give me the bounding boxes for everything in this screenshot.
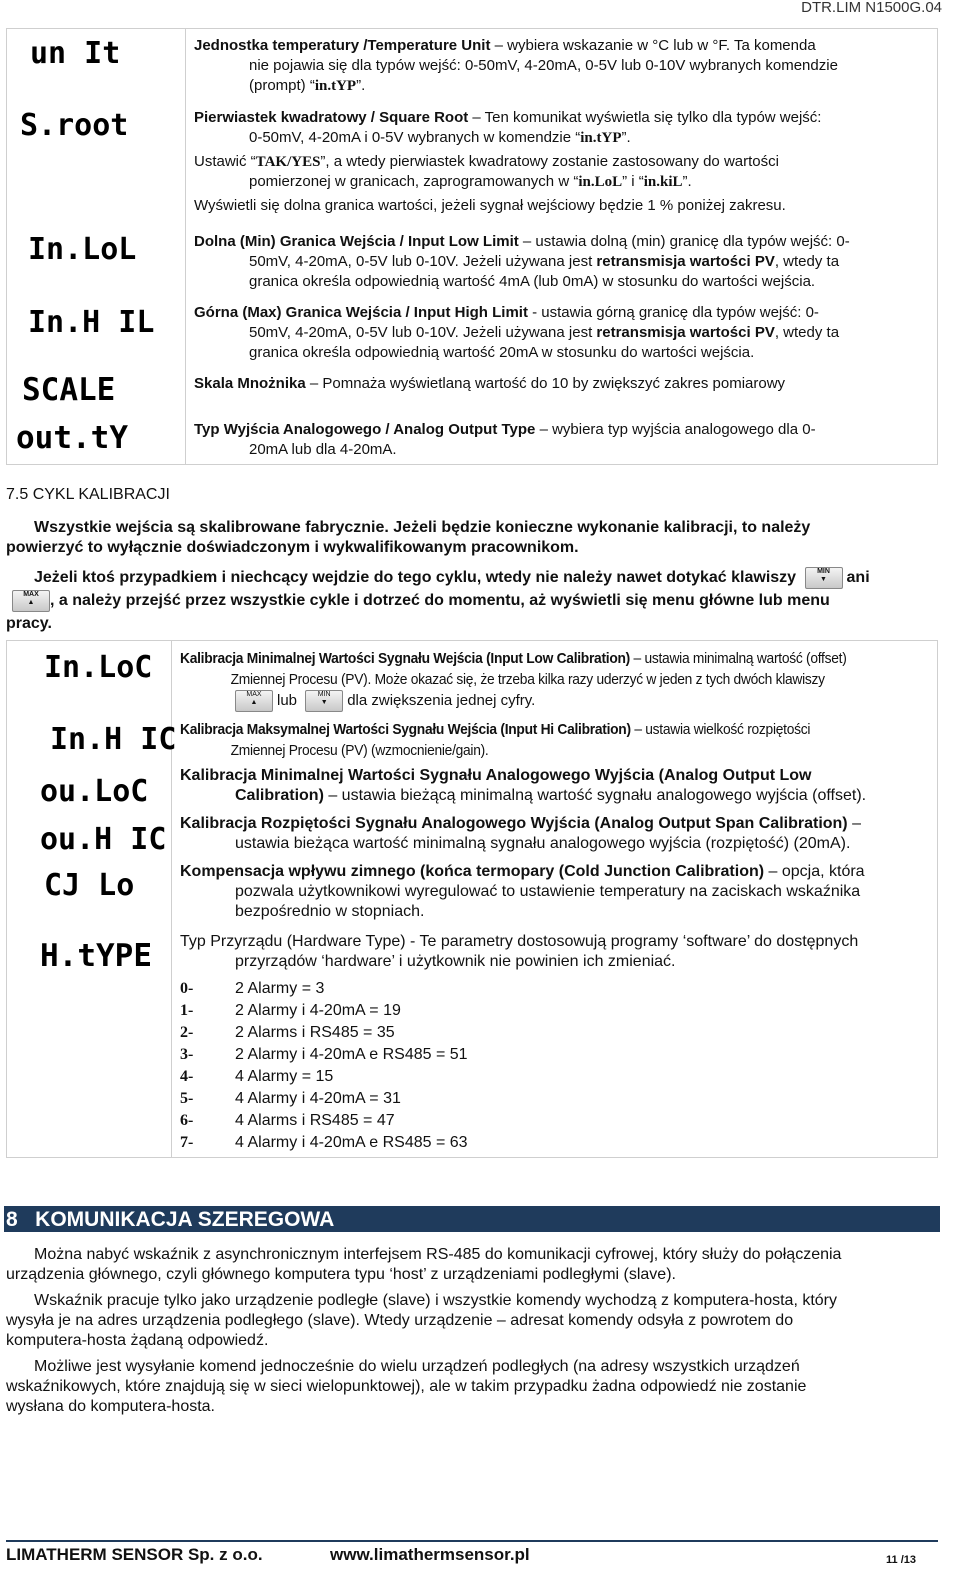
cjlo-title: Kompensacja wpływu zimnego (końca termopary (Cold Junction Calibration) bbox=[180, 863, 765, 880]
ouhic-dash: – bbox=[847, 815, 861, 832]
inlol-text-2c: , wtedy ta bbox=[774, 253, 840, 270]
sroot-text-1: – Ten komunikat wyświetla się tylko dla typów wejść: bbox=[468, 109, 822, 126]
min-key-label: MIN bbox=[817, 567, 830, 575]
unit-title: Jednostka temperatury /Temperature Unit bbox=[194, 37, 491, 54]
sec8-p2b: wysyła je na adres urządzenia podległego (slave). Wtedy urządzenie – adresat komendy odsyła z powrotem do bbox=[6, 1312, 794, 1329]
unit-text-2: nie pojawia się dla typów wejść: 0-50mV, 4-20mA, 0-5V lub 0-10V wybranych komendzie bbox=[249, 57, 838, 74]
lcd-htype-text: H.tYPE bbox=[40, 938, 152, 974]
lcd-inloc bbox=[44, 650, 153, 685]
list-item-number: 7- bbox=[180, 1134, 194, 1151]
sec8-paragraph-1 bbox=[6, 1245, 936, 1285]
inhic-title: Kalibracja Maksymalnej Wartości Sygnału Wejścia (Input Hi Calibration) bbox=[180, 721, 631, 738]
calib-p2a: Jeżeli ktoś przypadkiem i niechcący wejdzie do tego cyklu, wtedy nie należy nawet dotykać klawiszy bbox=[34, 569, 797, 586]
sroot-code-4: in.kiL bbox=[643, 174, 683, 190]
outty-text-2: 20mA lub dla 4-20mA. bbox=[249, 441, 397, 458]
lcd-unit bbox=[30, 36, 121, 71]
footer-rule bbox=[6, 1540, 938, 1542]
sec8-p1b: urządzenia głównego, czyli głównego komputera typu ‘host’ z urządzeniami podległymi (slave). bbox=[6, 1266, 676, 1283]
list-item bbox=[180, 1000, 468, 1022]
lcd-outty-text: out.tY bbox=[16, 420, 128, 456]
sroot-text-2: 0-50mV, 4-20mA i 0-5V wybranych w komendzie “ bbox=[249, 129, 581, 146]
inhil-text-1: - ustawia górną granicę dla typów wejść: 0- bbox=[527, 304, 819, 321]
section-7-5-title: 7.5 CYKL KALIBRACJI bbox=[6, 486, 170, 503]
sroot-code-2: TAK/YES bbox=[255, 154, 321, 170]
lcd-scale-text: SCALE bbox=[22, 372, 116, 408]
sroot-code-3: in.LoL bbox=[578, 174, 623, 190]
list-item-text: 2 Alarmy i 4-20mA = 19 bbox=[235, 1002, 401, 1019]
unit-text-3b: ”. bbox=[356, 77, 366, 94]
list-item-text: 4 Alarmy = 15 bbox=[235, 1068, 334, 1085]
lcd-cjlo bbox=[44, 868, 154, 903]
list-item-number: 1- bbox=[180, 1002, 194, 1019]
calib-p2ani: ani bbox=[846, 569, 870, 586]
outty-title: Typ Wyjścia Analogowego / Analog Output Type bbox=[194, 421, 536, 438]
ouloc-title-2: Calibration) bbox=[235, 787, 324, 804]
unit-code: in.tYP bbox=[314, 78, 357, 94]
lcd-sroot-text: S.root bbox=[20, 108, 129, 143]
footer-url[interactable]: www.limathermsensor.pl bbox=[330, 1545, 530, 1564]
list-item-text: 2 Alarms i RS485 = 35 bbox=[235, 1024, 395, 1041]
section-8-heading bbox=[4, 1206, 940, 1232]
footer-company: LIMATHERM SENSOR Sp. z o.o. bbox=[6, 1545, 263, 1564]
sroot-text-4m: ” i “ bbox=[622, 173, 644, 190]
lcd-ouloc-text: ou.LoC bbox=[40, 774, 149, 809]
inlol-text-3: granica określa odpowiednią wartość 4mA (lub 0mA) w stosunku do wartości wejścia. bbox=[249, 273, 816, 290]
outty-description bbox=[194, 420, 940, 460]
cjlo-text-3: bezpośrednio w stopniach. bbox=[235, 903, 425, 920]
page-total: /13 bbox=[900, 1554, 916, 1566]
ouhic-title: Kalibracja Rozpiętości Sygnału Analogowego Wyjścia (Analog Output Span Calibration) bbox=[180, 815, 848, 832]
inhil-text-2c: , wtedy ta bbox=[774, 324, 840, 341]
list-item-text: 2 Alarmy = 3 bbox=[235, 980, 325, 997]
min-key-icon-2: MIN ▼ bbox=[305, 690, 343, 712]
unit-description bbox=[194, 36, 940, 96]
sroot-title: Pierwiastek kwadratowy / Square Root bbox=[194, 109, 469, 126]
inlol-description bbox=[194, 232, 940, 292]
sec8-p3b: wskaźnikowych, które znajdują się w sieci wielopunktowej), ale w takim przypadku żadna odpowiedź nie zostanie bbox=[6, 1378, 807, 1395]
sec8-p2a: Wskaźnik pracuje tylko jako urządzenie podległe (slave) i wszystkie komendy wychodzą z komputera-hosta, który bbox=[34, 1292, 838, 1309]
sec8-paragraph-2 bbox=[6, 1291, 936, 1351]
list-item-number: 6- bbox=[180, 1112, 194, 1129]
lcd-htype bbox=[40, 938, 150, 972]
inhil-description bbox=[194, 303, 940, 363]
lcd-outty bbox=[16, 420, 126, 454]
inhic-text-1: – ustawia wielkość rozpiętości bbox=[630, 721, 811, 738]
sroot-description bbox=[194, 108, 940, 216]
inhil-text-3: granica określa odpowiednią wartość 20mA w stosunku do wartości wejścia. bbox=[249, 344, 755, 361]
lcd-inhil bbox=[28, 305, 155, 340]
sec8-paragraph-3 bbox=[6, 1357, 936, 1417]
lcd-ouhic bbox=[40, 822, 167, 857]
sroot-text-4b: ”. bbox=[682, 173, 692, 190]
inloc-text-3: dla zwiększenia jednej cyfry. bbox=[347, 692, 536, 709]
unit-text-1: – wybiera wskazanie w °C lub w °F. Ta komenda bbox=[490, 37, 816, 54]
ouloc-description bbox=[180, 766, 926, 806]
lcd-cjlo-text: CJ Lo bbox=[44, 868, 135, 903]
cjlo-text-2: pozwala użytkownikowi wyregulować to ustawienie temperatury na zaciskach wskaźnika bbox=[235, 883, 861, 900]
list-item-text: 4 Alarmy i 4-20mA = 31 bbox=[235, 1090, 401, 1107]
lcd-inhic-text: In.H IC bbox=[50, 722, 177, 757]
sec8-p1a: Można nabyć wskaźnik z asynchronicznym interfejsem RS-485 do komunikacji cyfrowej, który służy do połączenia bbox=[34, 1246, 842, 1263]
sroot-text-4: pomierzonej w granicach, zaprogramowanych w “ bbox=[249, 173, 579, 190]
lcd-inhic bbox=[50, 722, 177, 757]
sroot-text-3: Ustawić “ bbox=[194, 153, 256, 170]
htype-text-2: przyrządów ‘hardware’ i użytkownik nie powinien ich zmieniać. bbox=[235, 953, 676, 970]
max-key-label: MAX bbox=[23, 590, 39, 598]
cjlo-description bbox=[180, 862, 926, 922]
max-key-icon: MAX ▲ bbox=[12, 590, 50, 612]
calib-p1b: powierzyć to wyłącznie doświadczonym i wykwalifikowanym pracownikom. bbox=[6, 539, 579, 556]
lcd-inlol-text: In.LoL bbox=[28, 232, 137, 267]
sroot-text-3b: ”, a wtedy pierwiastek kwadratowy zostanie zastosowany do wartości bbox=[320, 153, 779, 170]
max-key-icon-2: MAX ▲ bbox=[235, 690, 273, 712]
scale-description bbox=[194, 374, 940, 394]
inhil-title: Górna (Max) Granica Wejścia / Input High Limit bbox=[194, 304, 528, 321]
calib-p2c: pracy. bbox=[6, 615, 52, 632]
htype-text-1: Typ Przyrządu (Hardware Type) - Te parametry dostosowują programy ‘software’ do dostępnych bbox=[180, 933, 859, 950]
footer-page bbox=[886, 1550, 916, 1570]
lcd-unit-text: un It bbox=[30, 36, 121, 71]
inlol-text-1: – ustawia dolną (min) granicę dla typów wejść: 0- bbox=[518, 233, 850, 250]
inhic-text-2: Zmiennej Procesu (PV) (wzmocnienie/gain). bbox=[230, 742, 489, 759]
min-key-icon: MIN ▼ bbox=[805, 567, 843, 589]
calibration-warning-2 bbox=[6, 566, 936, 635]
list-item bbox=[180, 1088, 468, 1110]
ouhic-text: ustawia bieżąca wartość minimalną sygnału analogowego wyjścia (rozpiętość) (20mA). bbox=[235, 835, 851, 852]
sec8-p3a: Możliwe jest wysyłanie komend jednocześnie do wielu urządzeń podległych (na adresy wszystkich urządzeń bbox=[34, 1358, 800, 1375]
list-item bbox=[180, 1022, 468, 1044]
list-item-number: 4- bbox=[180, 1068, 194, 1085]
scale-text: – Pomnaża wyświetlaną wartość do 10 by zwiększyć zakres pomiarowy bbox=[305, 375, 786, 392]
ouhic-description bbox=[180, 814, 926, 854]
htype-description bbox=[180, 932, 926, 972]
list-item bbox=[180, 1044, 468, 1066]
document-code: DTR.LIM N1500G.04 bbox=[801, 0, 942, 16]
sec8-p2c: komputera-hosta żądaną odpowiedź. bbox=[6, 1332, 269, 1349]
inlol-text-2: 50mV, 4-20mA, 0-5V lub 0-10V. Jeżeli używana jest bbox=[249, 253, 597, 270]
ouloc-text: – ustawia bieżącą minimalną wartość sygnału analogowego wyjścia (offset). bbox=[323, 787, 867, 804]
lcd-inlol bbox=[28, 232, 137, 267]
inlol-title: Dolna (Min) Granica Wejścia / Input Low Limit bbox=[194, 233, 519, 250]
page-number: 11 bbox=[886, 1554, 898, 1566]
list-item-number: 0- bbox=[180, 980, 194, 997]
sroot-code-1: in.tYP bbox=[580, 130, 622, 146]
inlol-bold: retransmisja wartości PV bbox=[596, 253, 775, 270]
outty-text-1: – wybiera typ wyjścia analogowego dla 0- bbox=[535, 421, 816, 438]
list-item-number: 3- bbox=[180, 1046, 194, 1063]
section-8-title: 8 KOMUNIKACJA SZEREGOWA bbox=[6, 1208, 335, 1231]
inloc-description bbox=[180, 648, 940, 712]
inloc-title: Kalibracja Minimalnej Wartości Sygnału Wejścia (Input Low Calibration) bbox=[180, 650, 630, 667]
list-item bbox=[180, 978, 468, 1000]
hardware-list bbox=[180, 978, 468, 1154]
lcd-ouloc bbox=[40, 774, 150, 809]
calib-p2b: , a należy przejść przez wszystkie cykle i dotrzeć do momentu, aż wyświetli się menu główne lub menu bbox=[50, 592, 830, 609]
sec8-p3c: wysłana do komputera-hosta. bbox=[6, 1398, 215, 1415]
sroot-text-2b: ”. bbox=[621, 129, 631, 146]
scale-title: Skala Mnożnika bbox=[194, 375, 306, 392]
calib-p1a: Wszystkie wejścia są skalibrowane fabrycznie. Jeżeli będzie konieczne wykonanie kalibracji, to należy bbox=[34, 519, 811, 536]
list-item-text: 4 Alarmy i 4-20mA e RS485 = 63 bbox=[235, 1134, 468, 1151]
unit-text-3: (prompt) “ bbox=[249, 77, 315, 94]
list-item-text: 2 Alarmy i 4-20mA e RS485 = 51 bbox=[235, 1046, 468, 1063]
inhil-bold: retransmisja wartości PV bbox=[596, 324, 775, 341]
list-item bbox=[180, 1110, 468, 1132]
inloc-text-2: Zmiennej Procesu (PV). Może okazać się, że trzeba kilka razy uderzyć w jeden z tych dwóch klawiszy bbox=[230, 671, 825, 688]
inhil-text-2: 50mV, 4-20mA, 0-5V lub 0-10V. Jeżeli używana jest bbox=[249, 324, 597, 341]
lcd-inhil-text: In.H IL bbox=[28, 305, 155, 340]
list-item bbox=[180, 1132, 468, 1154]
inhic-description bbox=[180, 719, 940, 761]
inloc-lub: lub bbox=[277, 692, 298, 709]
ouloc-title: Kalibracja Minimalnej Wartości Sygnału Analogowego Wyjścia (Analog Output Low bbox=[180, 767, 812, 784]
inloc-text-1: – ustawia minimalną wartość (offset) bbox=[629, 650, 847, 667]
list-item bbox=[180, 1066, 468, 1088]
lcd-ouhic-text: ou.H IC bbox=[40, 822, 167, 857]
calibration-warning-1 bbox=[6, 518, 936, 558]
list-item-text: 4 Alarms i RS485 = 47 bbox=[235, 1112, 395, 1129]
lcd-sroot bbox=[20, 108, 129, 143]
list-item-number: 5- bbox=[180, 1090, 194, 1107]
cjlo-text-1: – opcja, która bbox=[764, 863, 865, 880]
lcd-inloc-text: In.LoC bbox=[44, 650, 153, 685]
list-item-number: 2- bbox=[180, 1024, 194, 1041]
sroot-text-5: Wyświetli się dolna granica wartości, jeżeli sygnał wejściowy będzie 1 % poniżej zakresu. bbox=[194, 197, 786, 214]
lcd-scale bbox=[22, 372, 122, 406]
